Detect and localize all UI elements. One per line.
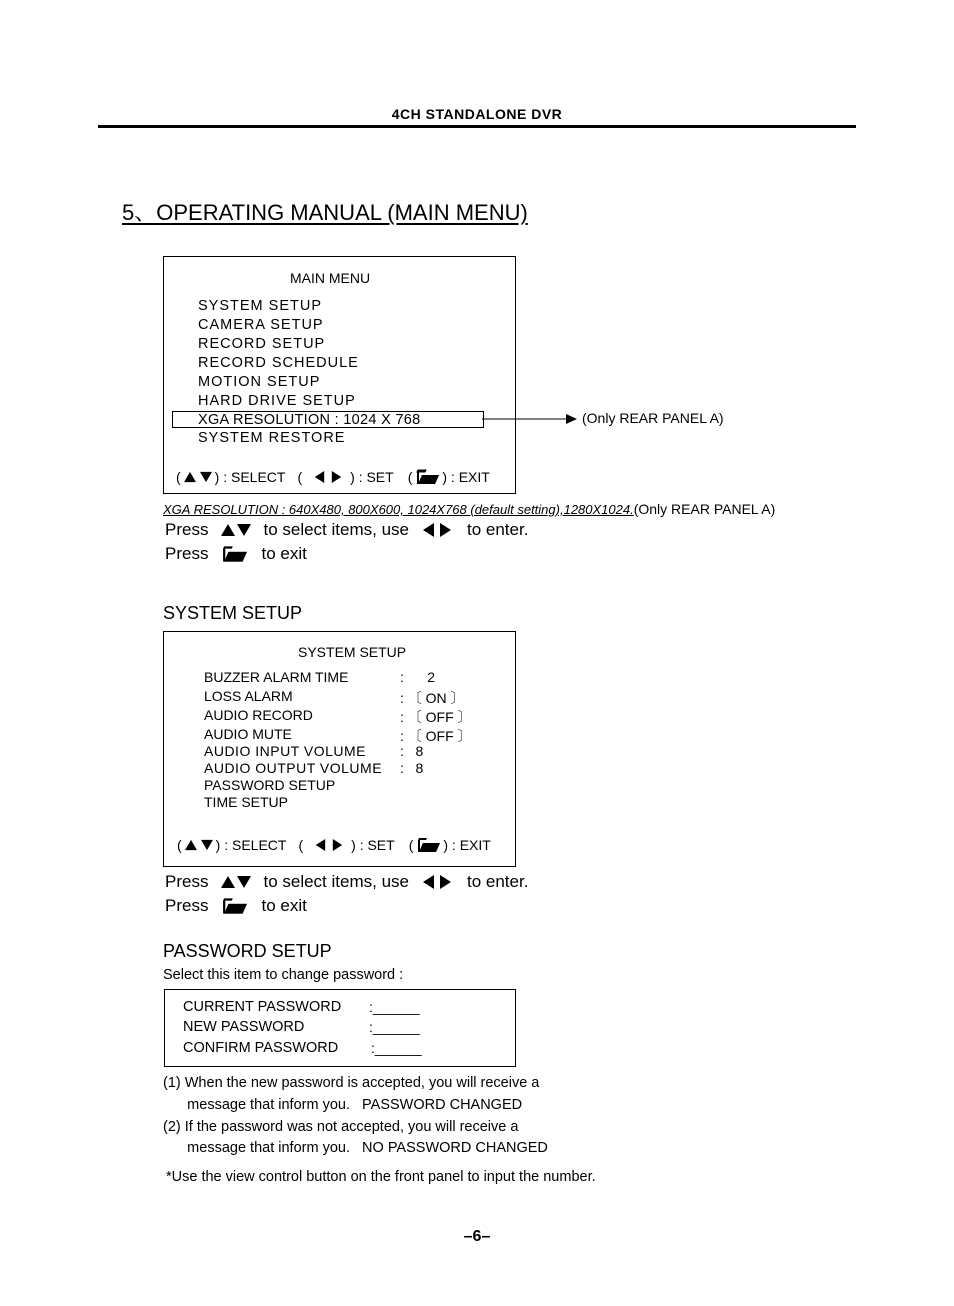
password-setup-section-title: PASSWORD SETUP bbox=[163, 941, 332, 961]
setting-value: : 〔 OFF 〕 bbox=[400, 728, 472, 744]
password-field-label: CONFIRM PASSWORD bbox=[183, 1040, 339, 1056]
page-title: 5、OPERATING MANUAL (MAIN MENU) bbox=[122, 200, 528, 225]
password-setup-intro: Select this item to change password : bbox=[163, 967, 404, 983]
password-field-value: :______ bbox=[371, 1040, 422, 1056]
xga-resolution-note bbox=[163, 501, 775, 519]
password-field-label: CURRENT PASSWORD bbox=[183, 999, 342, 1015]
press-label: Press bbox=[165, 544, 209, 563]
setting-label: LOSS ALARM bbox=[204, 688, 293, 704]
up-arrow-icon bbox=[184, 472, 196, 482]
up-arrow-icon bbox=[221, 876, 235, 888]
press-label: Press bbox=[165, 896, 209, 915]
header-rule bbox=[98, 125, 856, 128]
exit-instruction: to exit bbox=[261, 544, 307, 563]
up-arrow-icon bbox=[221, 524, 235, 536]
menu-item-motion-setup: MOTION SETUP bbox=[198, 374, 321, 390]
footer-exit-label: ) : EXIT bbox=[443, 837, 491, 853]
system-setup-section-title: SYSTEM SETUP bbox=[163, 603, 303, 623]
setting-label: TIME SETUP bbox=[204, 794, 289, 810]
menu-item-camera-setup: CAMERA SETUP bbox=[198, 317, 324, 333]
password-note-line: (1) When the new password is accepted, you will receive a bbox=[163, 1075, 540, 1091]
press-exit-line-2 bbox=[165, 896, 307, 916]
setting-label: AUDIO INPUT VOLUME bbox=[204, 743, 366, 759]
press-label: Press bbox=[165, 520, 209, 539]
press-select-line bbox=[165, 520, 528, 540]
menu-item-hard-drive-setup: HARD DRIVE SETUP bbox=[198, 393, 356, 409]
press-select-line-2 bbox=[165, 872, 528, 892]
enter-instruction: to enter. bbox=[466, 520, 529, 539]
down-arrow-icon bbox=[237, 876, 251, 888]
left-arrow-icon bbox=[315, 471, 324, 483]
folder-icon bbox=[222, 545, 248, 563]
setting-label: BUZZER ALARM TIME bbox=[204, 669, 349, 685]
enter-instruction: to enter. bbox=[466, 872, 529, 891]
main-menu-heading: MAIN MENU bbox=[290, 270, 371, 286]
footer-paren-open-3: ( bbox=[408, 837, 414, 853]
setting-value: : 〔 ON 〕 bbox=[400, 690, 465, 706]
password-field-value: :______ bbox=[369, 1019, 420, 1035]
setting-label: AUDIO OUTPUT VOLUME bbox=[204, 760, 383, 776]
menu-item-xga-resolution: XGA RESOLUTION : 1024 X 768 bbox=[198, 412, 421, 428]
right-arrow-icon bbox=[332, 471, 341, 483]
main-menu-footer bbox=[176, 469, 490, 485]
footer-select-label: ) : SELECT bbox=[215, 837, 287, 853]
footer-exit-label: ) : EXIT bbox=[442, 469, 490, 485]
system-setup-heading: SYSTEM SETUP bbox=[298, 644, 407, 660]
footer-paren-open-2: ( bbox=[298, 837, 304, 853]
left-arrow-icon bbox=[316, 839, 325, 851]
down-arrow-icon bbox=[237, 524, 251, 536]
select-instruction: to select items, use bbox=[263, 872, 409, 891]
down-arrow-icon bbox=[201, 840, 213, 850]
password-field-label: NEW PASSWORD bbox=[183, 1019, 305, 1035]
page-number: –6– bbox=[463, 1228, 491, 1245]
down-arrow-icon bbox=[200, 472, 212, 482]
select-instruction: to select items, use bbox=[263, 520, 409, 539]
footer-paren-open: ( bbox=[176, 469, 181, 485]
system-setup-box bbox=[163, 631, 516, 867]
setting-label: AUDIO MUTE bbox=[204, 726, 292, 742]
menu-item-record-setup: RECORD SETUP bbox=[198, 336, 326, 352]
setting-label: PASSWORD SETUP bbox=[204, 777, 336, 793]
left-arrow-icon bbox=[423, 875, 434, 889]
folder-icon bbox=[416, 469, 440, 485]
setting-label: AUDIO RECORD bbox=[204, 707, 313, 723]
footer-set-label: ) : SET bbox=[350, 469, 394, 485]
footer-set-label: ) : SET bbox=[351, 837, 395, 853]
password-note-line: (2) If the password was not accepted, you will receive a bbox=[163, 1119, 519, 1135]
setting-value: : 2 bbox=[400, 669, 436, 685]
password-field-value: :______ bbox=[369, 999, 420, 1015]
press-exit-line bbox=[165, 544, 307, 564]
main-menu-box bbox=[163, 256, 516, 494]
up-arrow-icon bbox=[185, 840, 197, 850]
right-arrow-icon bbox=[440, 523, 451, 537]
press-label: Press bbox=[165, 872, 209, 891]
menu-item-system-restore: SYSTEM RESTORE bbox=[198, 430, 346, 446]
right-arrow-icon bbox=[440, 875, 451, 889]
folder-icon bbox=[222, 897, 248, 915]
system-setup-footer bbox=[177, 837, 491, 853]
exit-instruction: to exit bbox=[261, 896, 307, 915]
menu-item-system-setup: SYSTEM SETUP bbox=[198, 298, 322, 314]
right-arrow-icon bbox=[333, 839, 342, 851]
left-arrow-icon bbox=[423, 523, 434, 537]
callout-arrow bbox=[482, 412, 582, 426]
rear-panel-callout: (Only REAR PANEL A) bbox=[582, 410, 724, 426]
footer-paren-open-3: ( bbox=[407, 469, 413, 485]
menu-item-record-schedule: RECORD SCHEDULE bbox=[198, 355, 359, 371]
footer-paren-open: ( bbox=[177, 837, 182, 853]
footer-select-label: ) : SELECT bbox=[214, 469, 286, 485]
folder-icon bbox=[417, 837, 441, 853]
password-note-line: message that inform you. NO PASSWORD CHANGED bbox=[163, 1140, 548, 1156]
password-footnote: *Use the view control button on the front panel to input the number. bbox=[166, 1169, 596, 1185]
password-note-line: message that inform you. PASSWORD CHANGED bbox=[163, 1097, 523, 1113]
footer-paren-open-2: ( bbox=[297, 469, 303, 485]
setting-value: : 8 bbox=[400, 743, 424, 759]
password-box bbox=[164, 989, 516, 1067]
xga-note-rest: (Only REAR PANEL A) bbox=[633, 501, 776, 517]
setting-value: : 〔 OFF 〕 bbox=[400, 709, 472, 725]
document-header: 4CH STANDALONE DVR bbox=[391, 106, 563, 122]
setting-value: : 8 bbox=[400, 760, 424, 776]
xga-note-italic: XGA RESOLUTION : 640X480, 800X600, 1024X768 (default setting),1280X1024. bbox=[163, 502, 634, 517]
